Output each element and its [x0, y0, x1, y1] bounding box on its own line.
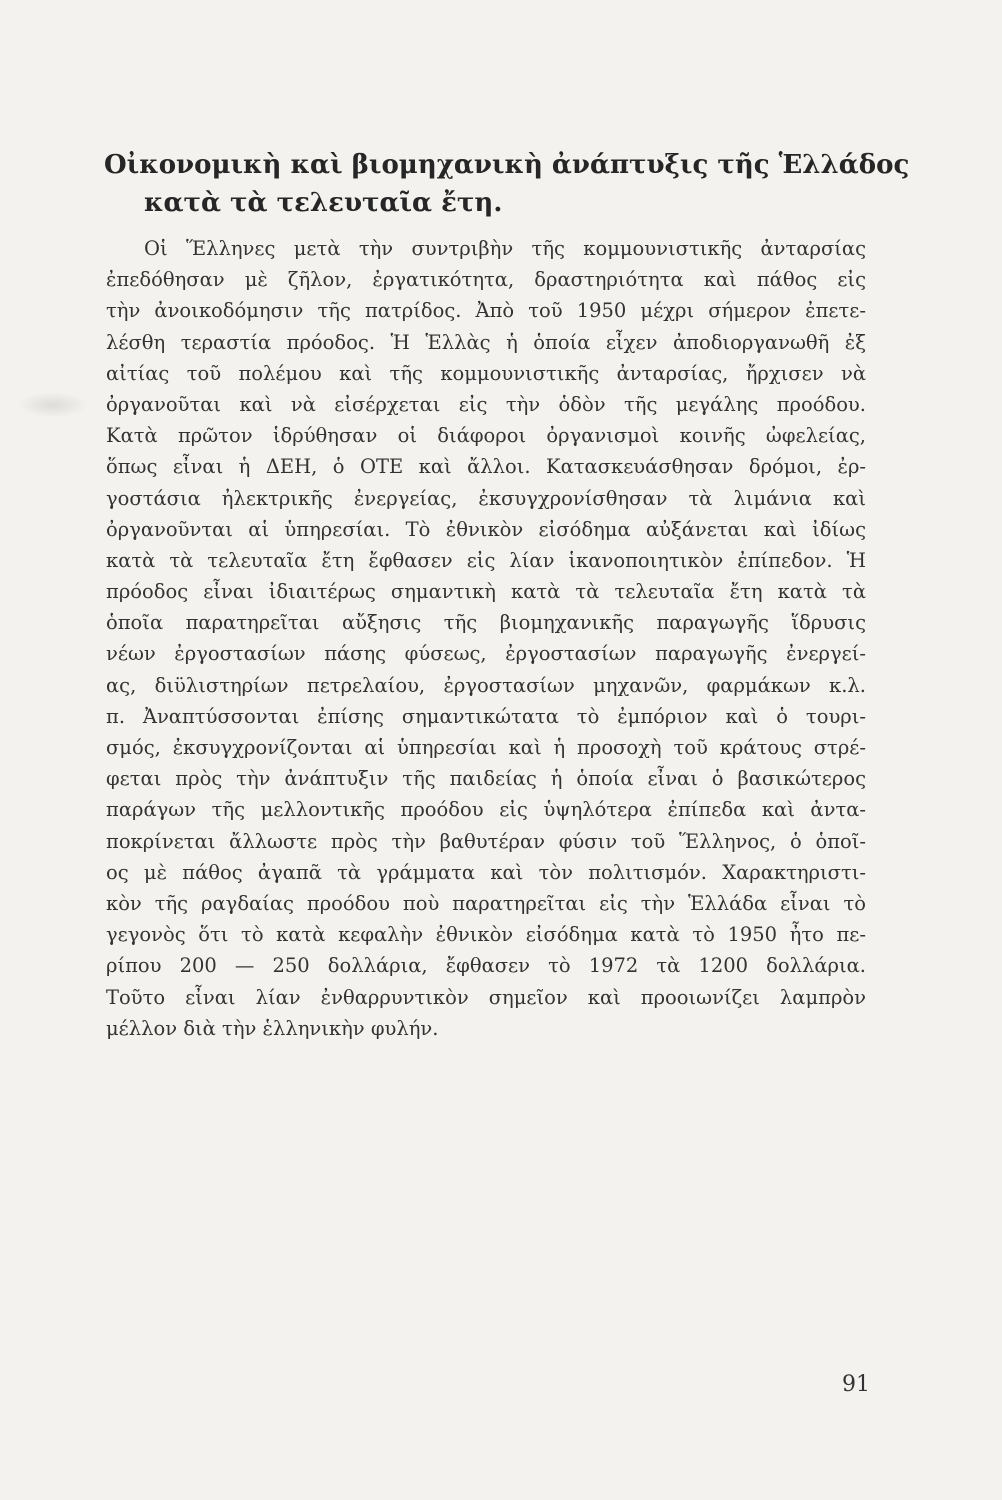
- text-line: κὸν τῆς ραγδαίας προόδου ποὺ παρατηρεῖται εἰς τὴν Ἑλλάδα εἶναι τὸ: [106, 891, 866, 915]
- title-line-1: Οἰκονομικὴ καὶ βιομηχανικὴ ἀνάπτυξις τῆς Ἑλλάδος: [104, 150, 910, 180]
- page-smudge: [18, 392, 88, 418]
- page-number: 91: [842, 1372, 870, 1397]
- text-line: ας, διϋλιστηρίων πετρελαίου, ἐργοστασίων μηχανῶν, φαρμάκων κ.λ.: [106, 673, 866, 697]
- text-line: λέσθη τεραστία πρόοδος. Ἡ Ἑλλὰς ἡ ὁποία εἶχεν ἀποδιοργανωθῆ ἐξ: [106, 330, 866, 354]
- text-line: αἰτίας τοῦ πολέμου καὶ τῆς κομμουνιστικῆς ἀνταρσίας, ἤρχισεν νὰ: [106, 361, 866, 385]
- text-line: κατὰ τὰ τελευταῖα ἔτη ἔφθασεν εἰς λίαν ἱκανοποιητικὸν ἐπίπεδον. Ἡ: [106, 548, 866, 572]
- text-line: μέλλον διὰ τὴν ἑλληνικὴν φυλήν.: [106, 1016, 439, 1040]
- text-line: π. Ἀναπτύσσονται ἐπίσης σημαντικώτατα τὸ ἐμπόριον καὶ ὁ τουρι-: [106, 704, 866, 728]
- text-line: ὅπως εἶναι ἡ ΔΕΗ, ὁ ΟΤΕ καὶ ἄλλοι. Κατασκευάσθησαν δρόμοι, ἐρ-: [106, 455, 866, 479]
- text-line: παράγων τῆς μελλοντικῆς προόδου εἰς ὑψηλότερα ἐπίπεδα καὶ ἀντα-: [106, 798, 866, 822]
- page-title: [104, 146, 910, 222]
- text-line: γοστάσια ἠλεκτρικῆς ἐνεργείας, ἐκσυγχρονίσθησαν τὰ λιμάνια καὶ: [106, 486, 866, 510]
- text-line: γεγονὸς ὅτι τὸ κατὰ κεφαλὴν ἐθνικὸν εἰσόδημα κατὰ τὸ 1950 ἦτο πε-: [106, 923, 866, 947]
- text-line: ρίπου 200 — 250 δολλάρια, ἔφθασεν τὸ 1972 τὰ 1200 δολλάρια.: [106, 954, 866, 978]
- text-line: νέων ἐργοστασίων πάσης φύσεως, ἐργοστασίων παραγωγῆς ἐνεργεί-: [106, 642, 866, 666]
- text-line: ος μὲ πάθος ἀγαπᾶ τὰ γράμματα καὶ τὸν πολιτισμόν. Χαρακτηριστι-: [106, 860, 866, 884]
- title-line-2: κατὰ τὰ τελευταῖα ἔτη.: [144, 188, 503, 218]
- text-line: Κατὰ πρῶτον ἱδρύθησαν οἱ διάφοροι ὀργανισμοὶ κοινῆς ὠφελείας,: [106, 424, 866, 448]
- text-line: ποκρίνεται ἄλλωστε πρὸς τὴν βαθυτέραν φύσιν τοῦ Ἕλληνος, ὁ ὁποῖ-: [106, 829, 866, 853]
- text-line: σμός, ἐκσυγχρονίζονται αἱ ὑπηρεσίαι καὶ ἡ προσοχὴ τοῦ κράτους στρέ-: [106, 736, 866, 759]
- body-paragraph: [106, 233, 866, 1044]
- text-line: ὀργανοῦται καὶ νὰ εἰσέρχεται εἰς τὴν ὁδὸν τῆς μεγάλης προόδου.: [106, 392, 866, 416]
- text-line: Οἱ Ἕλληνες μετὰ τὴν συντριβὴν τῆς κομμουνιστικῆς ἀνταρσίας: [144, 237, 866, 260]
- text-line: φεται πρὸς τὴν ἀνάπτυξιν τῆς παιδείας ἡ ὁποία εἶναι ὁ βασικώτερος: [106, 767, 866, 791]
- text-line: ἐπεδόθησαν μὲ ζῆλον, ἐργατικότητα, δραστηριότητα καὶ πάθος εἰς: [106, 268, 866, 292]
- text-line: Τοῦτο εἶναι λίαν ἐνθαρρυντικὸν σημεῖον καὶ προοιωνίζει λαμπρὸν: [106, 985, 866, 1009]
- text-line: ὁποῖα παρατηρεῖται αὔξησις τῆς βιομηχανικῆς παραγωγῆς ἵδρυσις: [106, 611, 866, 635]
- text-line: πρόοδος εἶναι ἰδιαιτέρως σημαντικὴ κατὰ τὰ τελευταῖα ἔτη κατὰ τὰ: [106, 580, 866, 604]
- text-line: τὴν ἀνοικοδόμησιν τῆς πατρίδος. Ἀπὸ τοῦ 1950 μέχρι σήμερον ἐπετε-: [106, 299, 866, 323]
- text-line: ὀργανοῦνται αἱ ὑπηρεσίαι. Τὸ ἐθνικὸν εἰσόδημα αὐξάνεται καὶ ἰδίως: [106, 517, 866, 541]
